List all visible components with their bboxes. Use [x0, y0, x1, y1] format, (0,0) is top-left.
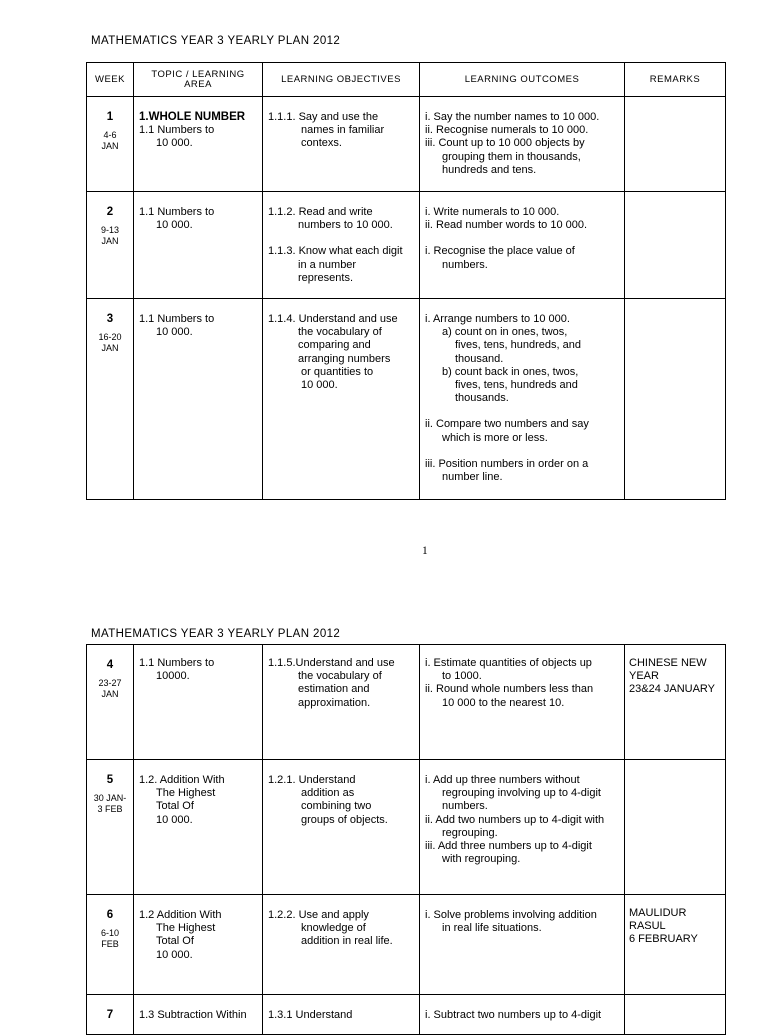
topic-cell: 1.1 Numbers to 10 000.	[134, 299, 263, 500]
topic-cell: 1.WHOLE NUMBER 1.1 Numbers to 10 000.	[134, 97, 263, 192]
table-row	[87, 760, 726, 895]
week-number: 7	[106, 1009, 114, 1021]
outcomes-cell: i. Solve problems involving addition in real life situations.	[420, 895, 625, 995]
header-topic	[134, 63, 263, 97]
objectives-cell: 1.1.4. Understand and use the vocabulary of comparing and arranging numbers or quantities to 10 000.	[263, 299, 420, 500]
table-row	[87, 995, 726, 1035]
week-dates: 6-10 FEB	[100, 928, 119, 950]
remarks-cell	[625, 760, 726, 895]
week-dates: 23-27 JAN	[98, 678, 122, 700]
week-cell	[87, 97, 134, 192]
remarks-cell: CHINESE NEW YEAR 23&24 JANUARY	[625, 645, 726, 760]
week-cell	[87, 192, 134, 299]
topic-cell: 1.3 Subtraction Within	[134, 995, 263, 1035]
document-title: MATHEMATICS YEAR 3 YEARLY PLAN 2012	[91, 35, 341, 47]
header-topic-line: TOPIC / LEARNING	[151, 68, 245, 80]
header-topic-line: AREA	[184, 78, 212, 90]
topic-cell: 1.1 Numbers to 10 000.	[134, 192, 263, 299]
week-number: 2	[106, 206, 114, 218]
outcomes-cell: i. Add up three numbers without regrouping involving up to 4-digit numbers. ii. Add two numbers up to 4-digit with regrouping. iii. Add three numbers up to 4-digit with regrouping.	[420, 760, 625, 895]
document-title: MATHEMATICS YEAR 3 YEARLY PLAN 2012	[91, 628, 341, 640]
week-cell	[87, 299, 134, 500]
objectives-cell: 1.1.1. Say and use the names in familiar contexs.	[263, 97, 420, 192]
week-dates: 4-6 JAN	[101, 130, 119, 152]
header-objectives: LEARNING OBJECTIVES	[263, 63, 420, 97]
yearly-plan-table-page-1	[86, 62, 726, 500]
topic-cell: 1.2 Addition With The Highest Total Of 10 000.	[134, 895, 263, 995]
topic-cell: 1.1 Numbers to 10000.	[134, 645, 263, 760]
week-number: 6	[106, 909, 114, 921]
week-cell	[87, 995, 134, 1035]
header-outcomes: LEARNING OUTCOMES	[420, 63, 625, 97]
week-number: 5	[106, 774, 114, 786]
table-row	[87, 645, 726, 760]
objectives-cell: 1.2.2. Use and apply knowledge of addition in real life.	[263, 895, 420, 995]
week-dates: 9-13 JAN	[100, 225, 119, 247]
table-row	[87, 299, 726, 500]
week-number: 4	[106, 659, 114, 671]
header-week: WEEK	[87, 63, 134, 97]
week-dates: 16-20 JAN	[98, 332, 122, 354]
objectives-cell: 1.3.1 Understand	[263, 995, 420, 1035]
table-row	[87, 895, 726, 995]
remarks-cell	[625, 192, 726, 299]
week-cell	[87, 895, 134, 995]
outcomes-cell: i. Arrange numbers to 10 000. a) count on in ones, twos, fives, tens, hundreds, and thousand. b) count back in ones, twos, fives, tens, hundreds and thousands. ii. Compare two numbers and say which is more or less. iii. Position numbers in order on a number line.	[420, 299, 625, 500]
yearly-plan-table-page-2	[86, 644, 726, 1035]
objectives-cell: 1.1.2. Read and write numbers to 10 000. 1.1.3. Know what each digit in a number represents.	[263, 192, 420, 299]
outcomes-cell: i. Subtract two numbers up to 4-digit	[420, 995, 625, 1035]
table-row	[87, 97, 726, 192]
week-dates: 30 JAN- 3 FEB	[93, 793, 127, 815]
week-cell	[87, 645, 134, 760]
remarks-cell	[625, 97, 726, 192]
remarks-cell: MAULIDUR RASUL 6 FEBRUARY	[625, 895, 726, 995]
outcomes-cell: i. Say the number names to 10 000. ii. Recognise numerals to 10 000. iii. Count up to 10 000 objects by grouping them in thousands, hundreds and tens.	[420, 97, 625, 192]
week-cell	[87, 760, 134, 895]
week-number: 1	[106, 111, 114, 123]
topic-heading: 1.WHOLE NUMBER	[139, 111, 246, 123]
topic-cell: 1.2. Addition With The Highest Total Of 10 000.	[134, 760, 263, 895]
objectives-cell: 1.1.5.Understand and use the vocabulary of estimation and approximation.	[263, 645, 420, 760]
table-row	[87, 192, 726, 299]
objectives-cell: 1.2.1. Understand addition as combining two groups of objects.	[263, 760, 420, 895]
remarks-cell	[625, 299, 726, 500]
week-number: 3	[106, 313, 114, 325]
outcomes-cell: i. Write numerals to 10 000. ii. Read number words to 10 000. i. Recognise the place value of numbers.	[420, 192, 625, 299]
header-remarks: REMARKS	[625, 63, 726, 97]
remarks-cell	[625, 995, 726, 1035]
table-header-row	[87, 63, 726, 97]
outcomes-cell: i. Estimate quantities of objects up to 1000. ii. Round whole numbers less than 10 000 to the nearest 10.	[420, 645, 625, 760]
page-number: 1	[422, 545, 428, 557]
